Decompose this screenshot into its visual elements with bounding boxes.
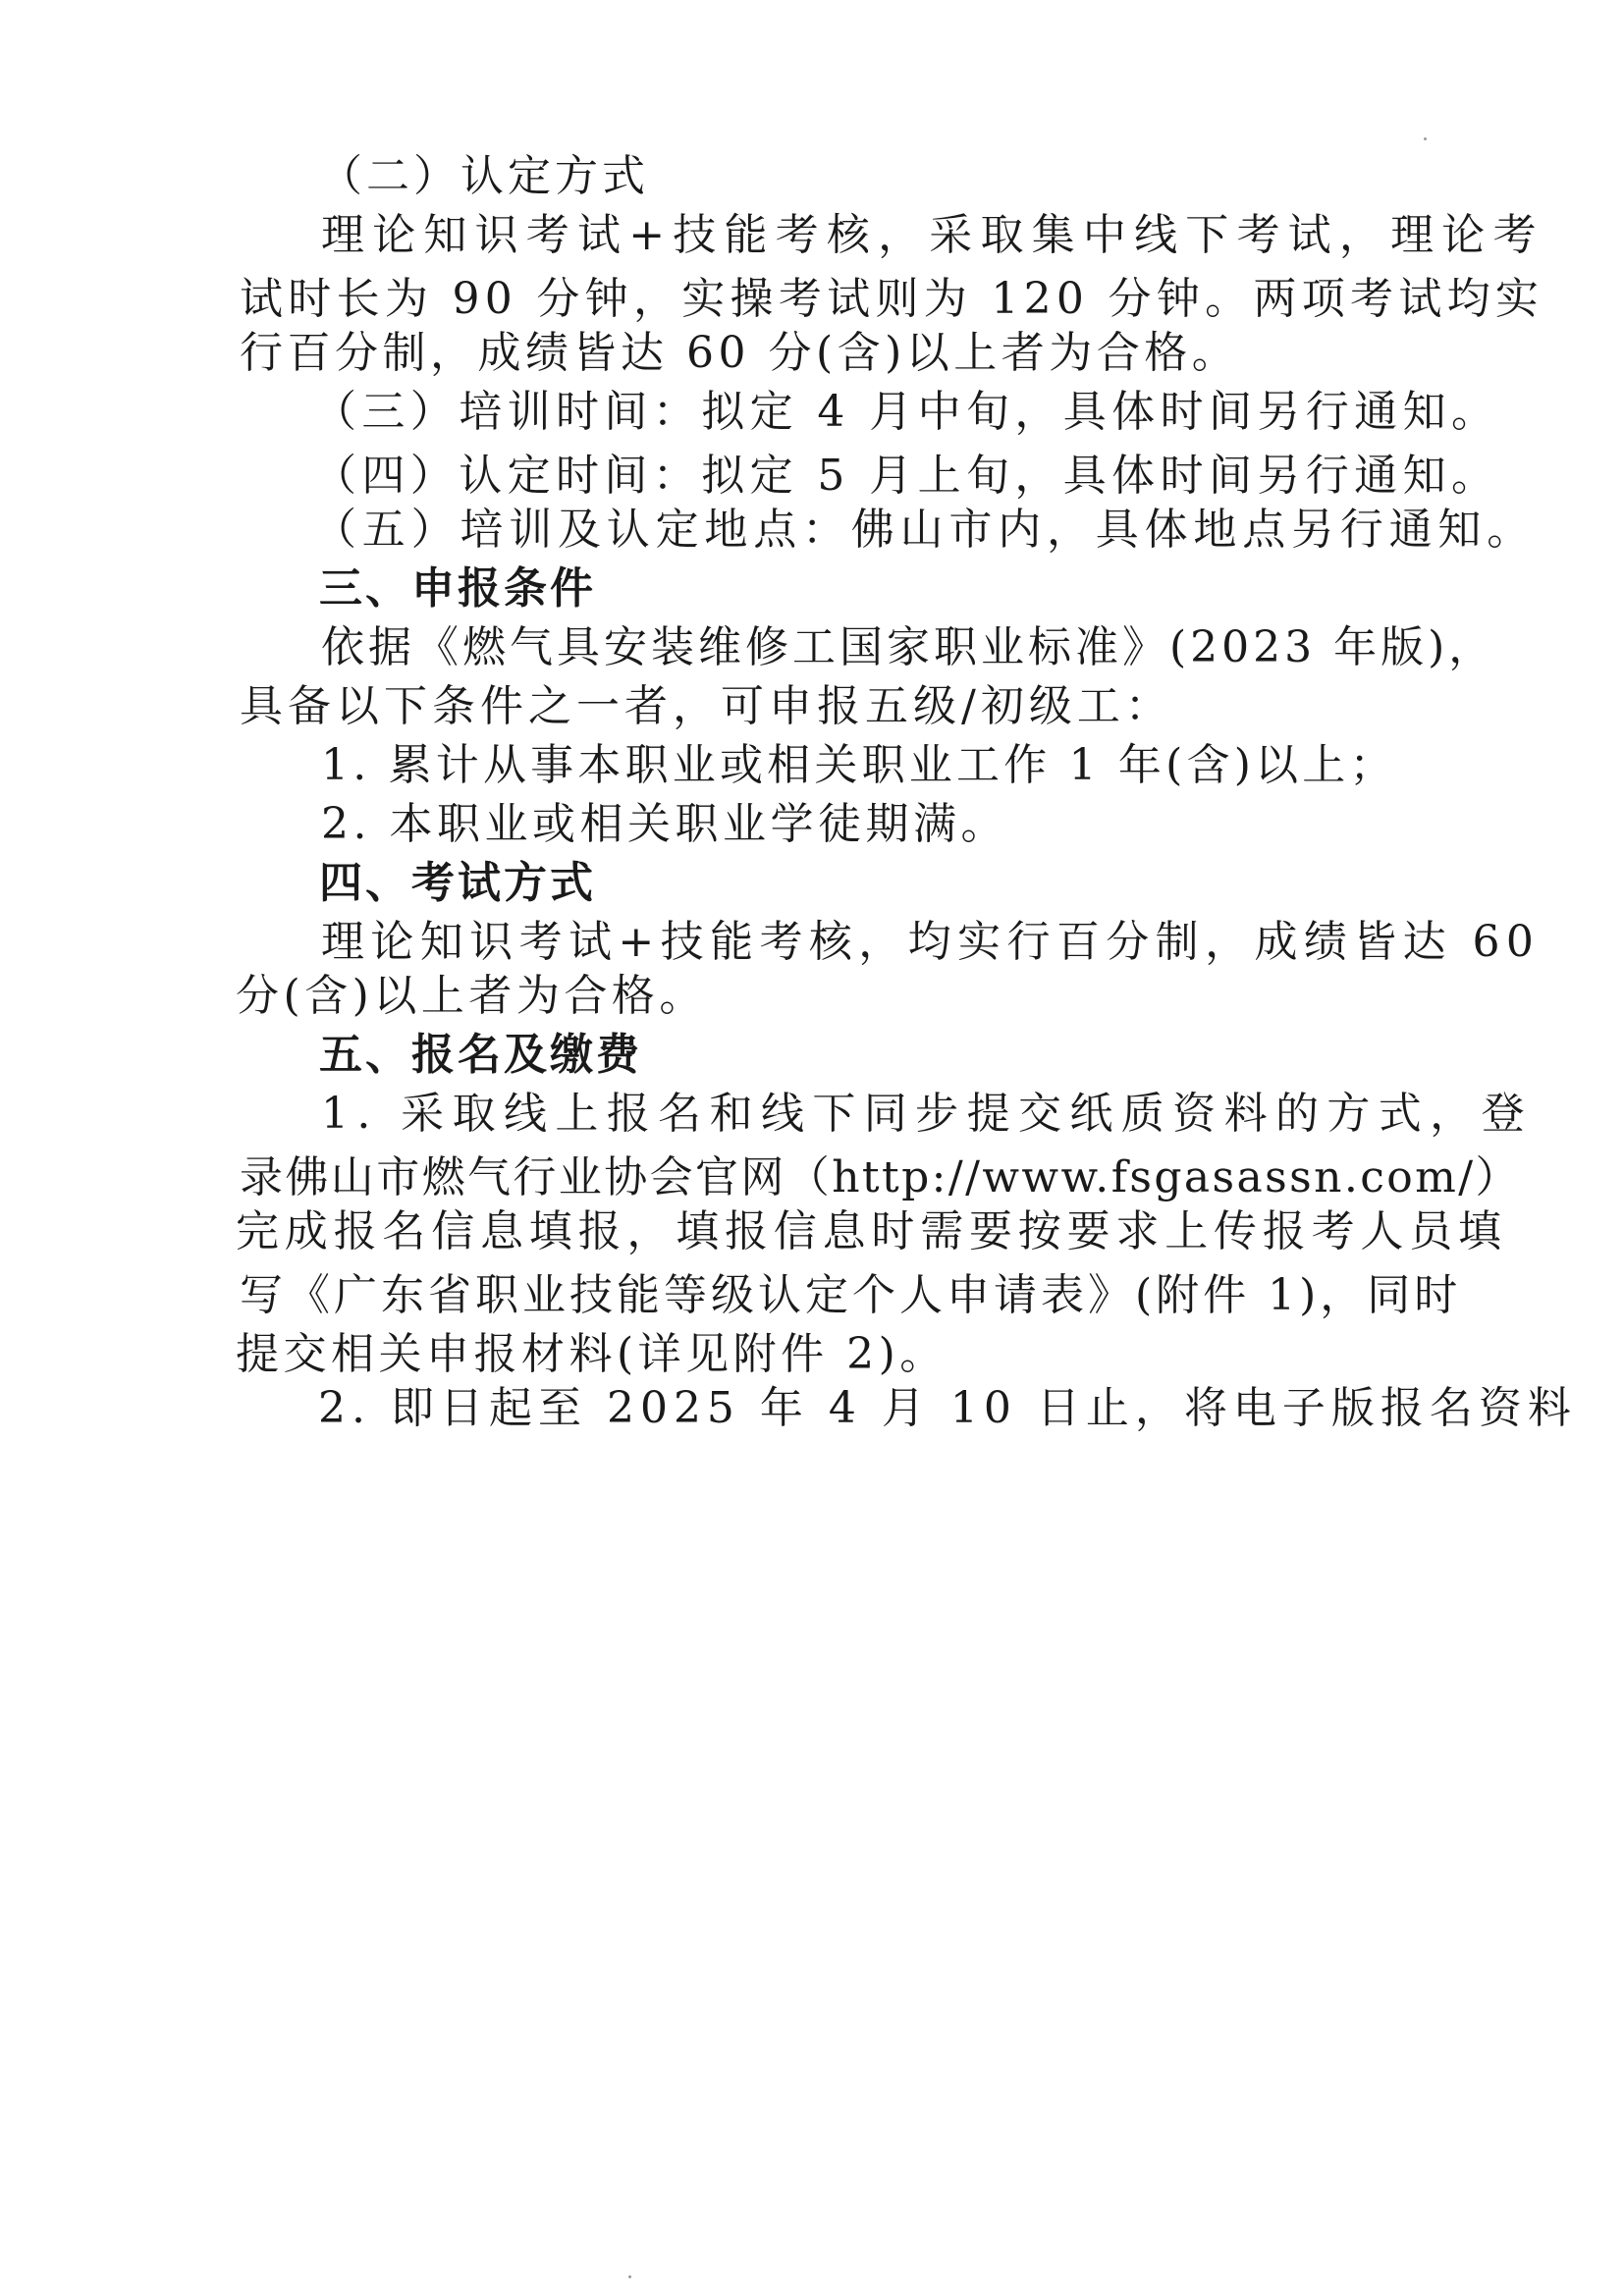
paragraph-line: 行百分制，成绩皆达 60 分(含)以上者为合格。 — [240, 328, 1240, 378]
section-heading-application-conditions: 三、申报条件 — [319, 563, 596, 614]
paragraph-line: 理论知识考试+技能考核，采取集中线下考试，理论考 — [321, 210, 1544, 260]
section-heading-registration-payment: 五、报名及缴费 — [319, 1030, 642, 1080]
paragraph-line: 理论知识考试+技能考核，均实行百分制，成绩皆达 60 — [321, 917, 1541, 967]
subsection-heading-identification-method: （二）认定方式 — [319, 151, 649, 201]
scan-speck — [1424, 137, 1427, 140]
paragraph-line: 1. 采取线上报名和线下同步提交纸质资料的方式，登 — [321, 1089, 1533, 1139]
scan-speck — [628, 2275, 631, 2278]
section-heading-exam-method: 四、考试方式 — [319, 858, 596, 908]
list-item-condition-2: 2. 本职业或相关职业学徒期满。 — [321, 799, 1008, 849]
paragraph-line: 分(含)以上者为合格。 — [236, 971, 707, 1021]
paragraph-line: 写《广东省职业技能等级认定个人申请表》(附件 1)，同时 — [240, 1270, 1462, 1320]
paragraph-line: 依据《燃气具安装维修工国家职业标准》(2023 年版)， — [321, 622, 1496, 672]
paragraph-identification-time: （四）认定时间：拟定 5 月上旬，具体时间另行通知。 — [313, 451, 1500, 501]
list-item-condition-1: 1. 累计从事本职业或相关职业工作 1 年(含)以上； — [321, 740, 1397, 790]
paragraph-line: 具备以下条件之一者，可申报五级/初级工： — [240, 681, 1173, 731]
paragraph-line: 提交相关申报材料(详见附件 2)。 — [236, 1329, 947, 1379]
paragraph-line: 试时长为 90 分钟，实操考试则为 120 分钟。两项考试均实 — [240, 274, 1544, 324]
paragraph-line: 完成报名信息填报，填报信息时需要按要求上传报考人员填 — [236, 1206, 1507, 1256]
paragraph-line: 2. 即日起至 2025 年 4 月 10 日止，将电子版报名资料 — [318, 1383, 1577, 1433]
paragraph-line: 录佛山市燃气行业协会官网（http://www.fsgasassn.com/） — [240, 1152, 1521, 1202]
paragraph-training-time: （三）培训时间：拟定 4 月中旬，具体时间另行通知。 — [313, 387, 1500, 437]
paragraph-location: （五）培训及认定地点：佛山市内，具体地点另行通知。 — [313, 505, 1536, 555]
